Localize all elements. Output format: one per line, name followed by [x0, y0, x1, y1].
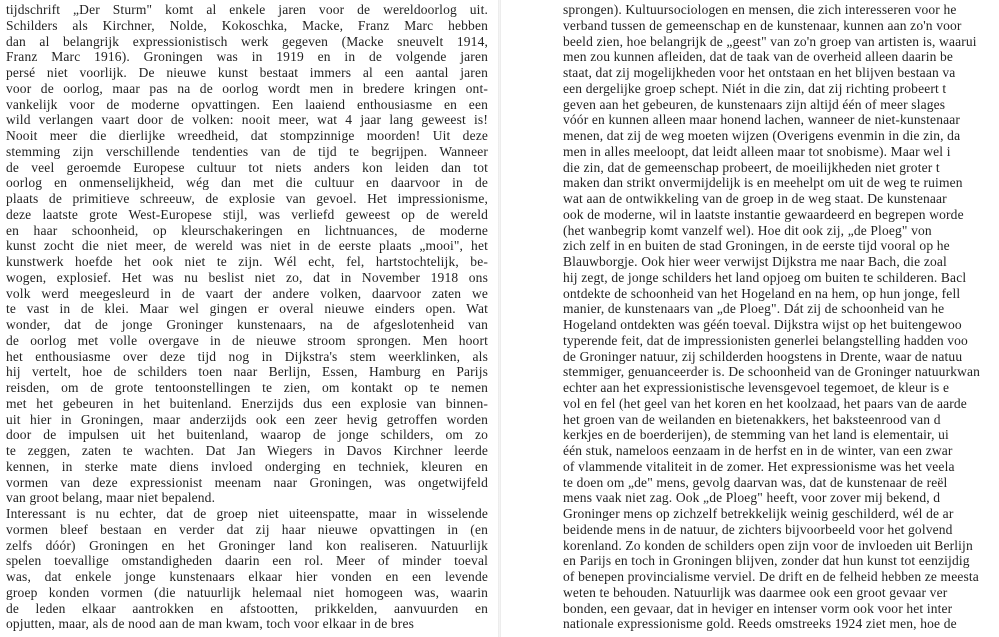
text-line: (het wanbegrip komt vanzelf wel). Hoe dit ook zij, „de Ploeg" von: [563, 222, 932, 238]
text-line: zelfs dóór) Groningen en het Groninger land kon realiseren. Natuurlijk: [6, 537, 488, 553]
text-line: was, dat enkele jonge kunstenaars elkaar hier vonden en een levende: [6, 569, 488, 584]
text-line: menen, dat zij de weg moeten wijzen (Overigens evenmin in die zin, da: [563, 128, 961, 143]
text-line: manier, de kunstenaars van „de Ploeg". Dát zij de schoonheid van he: [563, 301, 945, 317]
text-line: ook de moderne, wil in laatste instantie gewaardeerd en begrepen worde: [563, 206, 964, 222]
text-line: kennen, in sterke mate diens invloed onderging en techniek, kleuren en: [6, 458, 488, 474]
text-line: weten te behouden. Natuurlijk was daarmee ook een groot gevaar ver: [563, 584, 948, 600]
text-line: Hogeland ontdekten was géén toeval. Dijkstra wijst op het buitengewoo: [563, 317, 962, 332]
text-line: een dergelijke groep schept. Niét in die zin, dat zij richting probeert t: [563, 80, 947, 96]
text-line: de leden elkaar aantrokken en afstootten, prikkelden, aanvuurden en: [6, 600, 488, 616]
text-line: van groot belang, maar niet bepalend.: [6, 490, 216, 506]
text-line: uit hier in Groningen, maar anderzijds ook een zeer hevig getroffen worden: [6, 411, 488, 427]
text-line: tijdschrift „Der Sturm" komt al enkele jaren voor de wereldoorlog uit.: [6, 2, 488, 17]
text-line: één stuk, nameloos eenzaam in de herfst en in de winter, van een zwar: [563, 443, 953, 458]
text-line: wild verlangen vaart door de volken: nooit meer, wat 4 jaar lang geweest is!: [6, 112, 488, 128]
right-page: [501, 0, 999, 637]
text-line: maken dan strikt onvermijdelijk is en meehelpt om uit de weg te ruimen: [563, 175, 963, 191]
text-line: het groen van de weilanden en bietenakkers, het baksteenrood van d: [563, 411, 941, 427]
text-line: men zou kunnen afleiden, dat de taak van de overheid alleen daarin be: [563, 49, 954, 65]
text-line: volk werd meegesleurd in de vaart der andere volken, daarvoor zaten we: [6, 285, 488, 301]
text-line: reisden, om de grote tentoonstellingen te zien, om kontakt op te nemen: [6, 380, 488, 395]
text-line: stemmiger, genuanceerder is. De schoonheid van de Groninger natuurkwan: [563, 364, 981, 380]
text-line: Groninger mens op zichzelf betrekkelijk weinig geschilderd, wél de ar: [563, 506, 954, 521]
text-line: kunstwerk hoefde het ook niet te zijn. Wél echt, fel, hartstochtelijk, be-: [6, 254, 488, 269]
text-line: vormen bleef bestaan en verder dat zij haar nieuwe opvattingen in (en: [6, 521, 488, 537]
text-line: door de impulsen uit het buitenland, waarop de jonge schilders, om zo: [6, 427, 488, 443]
text-line: te zeggen, zaten te wachten. Dat Jan Wiegers in Davos Kirchner leerde: [6, 443, 488, 458]
text-line: hij vertelt, hoe de schilders toen naar Berlijn, Essen, Hamburg en Parijs: [6, 364, 488, 380]
text-line: stemming zijn verschillende tendenties van de tijd te begrijpen. Wanneer: [6, 143, 488, 159]
text-line: zich zelf in en buiten de stad Groningen, in de eerste tijd vooral op he: [563, 238, 950, 254]
text-line: de Groninger natuur, zij schilderden hoogstens in Drente, waar de natuu: [563, 348, 963, 364]
text-line: bonden, een gevaar, dat in heviger en intenser vorm ook voor het inter: [563, 600, 953, 616]
text-line: sprongen). Kultuursociologen en mensen, die zich interesseren voor he: [563, 2, 957, 17]
text-line: nationale expressionisme gold. Reeds omstreeks 1924 ziet men, hoe de: [563, 616, 957, 632]
text-line: plaats de primitieve schreeuw, de explosie van gevoel. Het impressionisme,: [6, 191, 488, 206]
text-line: die zin, dat de gemeenschap probeert, de moeilijkheden niet groter t: [563, 159, 940, 175]
text-line: te doen om „de" mens, gevolg daarvan was, dat de kunstenaar de reël: [563, 474, 948, 490]
text-line: vankelijk voor de moderne opvattingen. Een laaiend enthousiasme en een: [6, 96, 488, 112]
text-line: Blauwborgje. Ook hier weer verwijst Dijkstra me naar Bach, die zoal: [563, 254, 947, 269]
text-line: staat, dat zij mogelijkheden voor het ontstaan en het blijven bestaan va: [563, 65, 956, 80]
text-line: beidende mens in de natuur, de zichters bijvoorbeeld voor het golvend: [563, 521, 953, 537]
text-line: dan al belangrijk expressionistisch werk gegeven (Macke sneuvelt 1914,: [6, 33, 488, 49]
text-line: te vast in de klei. Maar wel gingen er overal nieuwe einders open. Wat: [6, 301, 488, 317]
text-line: en Parijs en toch in Groningen blijven, zonder dat hun kunst tot eenzijdig: [563, 553, 970, 569]
text-line: men in alles meeloopt, dat leidt alleen maar tot snobisme). Maar wel i: [563, 143, 951, 159]
text-line: vormen van deze expressionist meenam naar Groningen, was ongetwijfeld: [6, 474, 488, 490]
text-line: Nooit meer die dierlijke wreedheid, dat stompzinnige moorden! Uit deze: [6, 128, 488, 143]
text-line: de veel geroemde Europese cultuur tot niets anders kon leiden dan tot: [6, 159, 488, 175]
left-page: [0, 0, 498, 637]
text-line: met het gebeuren in het buitenland. Enerzijds dus een explosie van binnen-: [6, 395, 488, 411]
text-line: oorlog en onmenselijkheid, wég dan met die cultuur en daarvoor in de: [6, 175, 488, 191]
text-line: of benepen provincialisme verviel. De drift en de felheid hebben ze meesta: [563, 569, 979, 584]
text-line: Franz Marc 1916). Groningen was in 1919 en in de volgende jaren: [6, 49, 488, 65]
text-line: voor de oorlog, maar pas na de oorlog wordt men in bredere kringen ont-: [6, 80, 488, 96]
text-line: wogen, explosief. Het was nu beslist niet zo, dat in November 1918 ons: [6, 269, 488, 285]
text-line: korenland. Zo konden de schilders open zijn voor de invloeden uit Berlijn: [563, 537, 973, 553]
text-line: deze laatste grote West-Europese stijl, was verliefd geweest op de wereld: [6, 206, 488, 222]
text-line: of vlammende vitaliteit in de zomer. Het expressionisme was het veela: [563, 458, 955, 474]
text-line: persé niet voorlijk. De nieuwe kunst bestaat immers al een aantal jaren: [6, 65, 488, 80]
text-line: opjutten, maar, als de nood aan de man kwam, toch voor elkaar in de bres: [6, 616, 415, 632]
text-line: typerende feit, dat de impressionisten generlei belangstelling hadden voo: [563, 332, 968, 348]
text-line: de oorlog met volle overgave in de nieuwe stroom sprongen. Men hoort: [6, 332, 488, 348]
text-line: geven aan het gebeuren, de kunstenaars zijn altijd één of meer slages: [563, 96, 946, 112]
text-line: mens vaak niet zag. Ook „de Ploeg" heeft, voor zover mij bekend, d: [563, 490, 941, 506]
text-line: en haar schoonheid, op kleurschakeringen en lichtnuances, de moderne: [6, 222, 488, 238]
text-line: Interessant is nu echter, dat de groep niet uiteenspatte, maar in wisselende: [6, 506, 488, 521]
text-line: wat aan de ontwikkeling van de groep in de weg staat. De kunstenaar: [563, 191, 947, 206]
text-line: kunst zocht die niet meer, de wereld was niet in de eerste plaats „mooi", het: [6, 238, 488, 254]
text-line: wonder, dat de jonge Groninger kunstenaars, na de afgeslotenheid van: [6, 317, 488, 332]
text-line: beeld zien, hoe belangrijk de „geest" van zo'n groep van artisten is, waarui: [563, 33, 977, 49]
text-line: verband tussen de gemeenschap en de kunstenaar, kunnen aan zo'n voor: [563, 17, 962, 33]
text-line: vóór en kunnen alleen maar honend lachen, wanneer de niet-kunstenaar: [563, 112, 961, 128]
text-line: hij zegt, de jonge schilders het land opjoeg om buiten te schilderen. Bacl: [563, 269, 967, 285]
text-line: spelen toevallige omstandigheden daarin een rol. Meer of minder toeval: [6, 553, 488, 569]
text-line: het enthousiasme over deze tijd nog in Dijkstra's stem weerklinken, als: [6, 348, 488, 364]
text-line: groep konden vormen (die natuurlijk helemaal niet homogeen was, waarin: [6, 584, 488, 600]
text-line: ontdekte de schoonheid van het Hogeland en na hem, op hun jonge, fell: [563, 285, 961, 301]
text-line: kerkjes en de boerderijen), de stemming van het land is elementair, ui: [563, 427, 949, 443]
text-line: Schilders als Kirchner, Nolde, Kokoschka, Macke, Franz Marc hebben: [6, 17, 488, 33]
text-line: echter aan het expressionistische levensgevoel tegemoet, de kleur is e: [563, 380, 950, 395]
text-line: vol en fel (het geel van het koren en het koolzaad, het paars van de aarde: [563, 395, 967, 411]
